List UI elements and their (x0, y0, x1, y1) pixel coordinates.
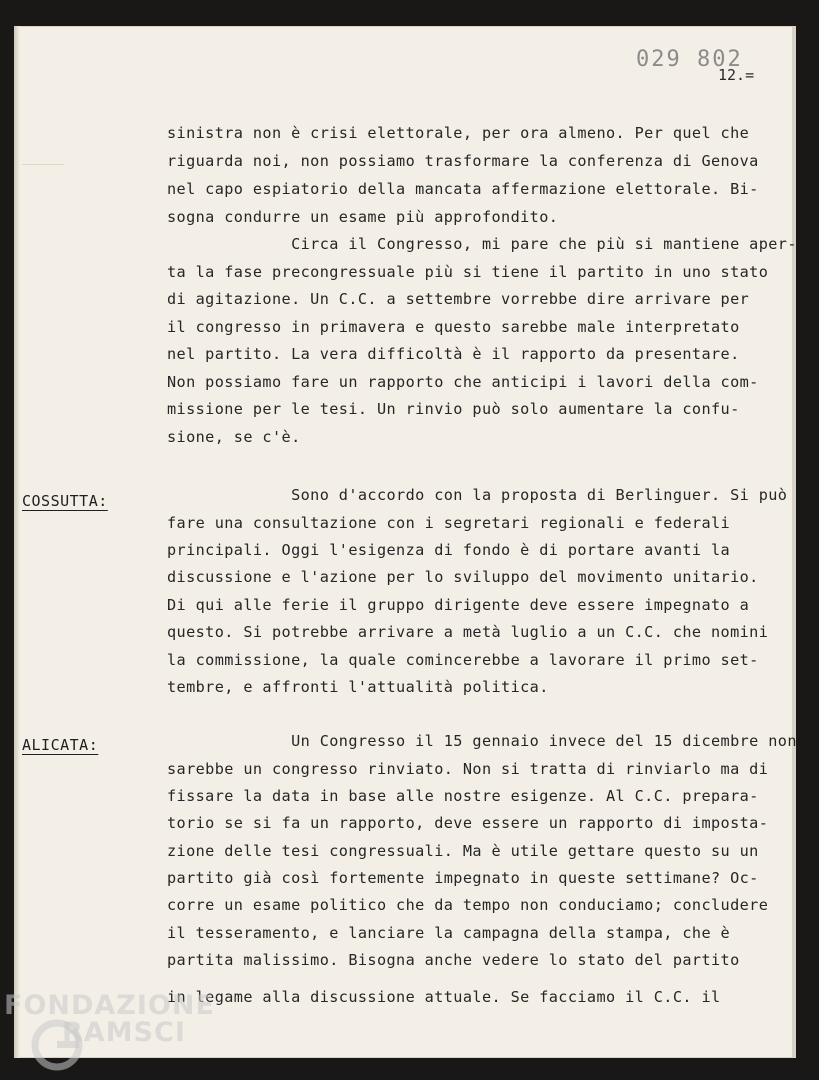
page-right-edge (792, 26, 796, 1058)
watermark-line-1: FONDAZIONE (4, 990, 215, 1021)
watermark (4, 990, 215, 1048)
text-line: il tesseramento, e lanciare la campagna della stampa, che è (167, 924, 731, 942)
page-left-edge (14, 26, 20, 1058)
speaker-label-cossutta: COSSUTTA: (22, 492, 108, 510)
text-line: Sono d'accordo con la proposta di Berlinguer. Si può (167, 486, 788, 504)
text-line: partito già così fortemente impegnato in queste settimane? Oc- (167, 869, 759, 887)
text-line: sione, se c'è. (167, 428, 301, 446)
text-line: sarebbe un congresso rinviato. Non si tratta di rinviarlo ma di (167, 760, 769, 778)
text-line: fare una consultazione con i segretari regionali e federali (167, 514, 731, 532)
text-line: questo. Si potrebbe arrivare a metà luglio a un C.C. che nomini (167, 623, 769, 641)
text-line: riguarda noi, non possiamo trasformare la conferenza di Genova (167, 152, 759, 170)
watermark-line-2: RAMSCI (62, 1017, 186, 1048)
text-line: Circa il Congresso, mi pare che più si mantiene aper- (167, 235, 797, 253)
text-line: nel capo espiatorio della mancata affermazione elettorale. Bi- (167, 180, 759, 198)
text-line: partita malissimo. Bisogna anche vedere lo stato del partito (167, 951, 740, 969)
text-line: sogna condurre un esame più approfondito. (167, 208, 559, 226)
page-number: 12.= (718, 66, 755, 84)
text-line: Di qui alle ferie il gruppo dirigente deve essere impegnato a (167, 596, 750, 614)
text-line: Non possiamo fare un rapporto che anticipi i lavori della com- (167, 373, 759, 391)
text-line: principali. Oggi l'esigenza di fondo è di portare avanti la (167, 541, 731, 559)
text-line: sinistra non è crisi elettorale, per ora almeno. Per quel che (167, 124, 750, 142)
archive-stamp: 029 802 (636, 47, 743, 72)
text-line: in legame alla discussione attuale. Se facciamo il C.C. il (167, 988, 721, 1006)
text-line: corre un esame politico che da tempo non conduciamo; concludere (167, 896, 769, 914)
text-line: torio se si fa un rapporto, deve essere un rapporto di imposta- (167, 814, 769, 832)
text-line: di agitazione. Un C.C. a settembre vorrebbe dire arrivare per (167, 290, 750, 308)
text-line: la commissione, la quale comincerebbe a lavorare il primo set- (167, 651, 759, 669)
bleed-through (22, 148, 64, 164)
text-line: ta la fase precongressuale più si tiene il partito in uno stato (167, 263, 769, 281)
text-line: missione per le tesi. Un rinvio può solo aumentare la confu- (167, 400, 740, 418)
text-line: discussione e l'azione per lo sviluppo del movimento unitario. (167, 568, 759, 586)
text-line: nel partito. La vera difficoltà è il rapporto da presentare. (167, 345, 740, 363)
text-line: tembre, e affronti l'attualità politica. (167, 678, 549, 696)
text-line: fissare la data in base alle nostre esigenze. Al C.C. prepara- (167, 787, 759, 805)
speaker-label-alicata: ALICATA: (22, 736, 99, 754)
text-line: zione delle tesi congressuali. Ma è utile gettare questo su un (167, 842, 759, 860)
text-line: Un Congresso il 15 gennaio invece del 15 dicembre non (167, 732, 797, 750)
text-line: il congresso in primavera e questo sarebbe male interpretato (167, 318, 740, 336)
